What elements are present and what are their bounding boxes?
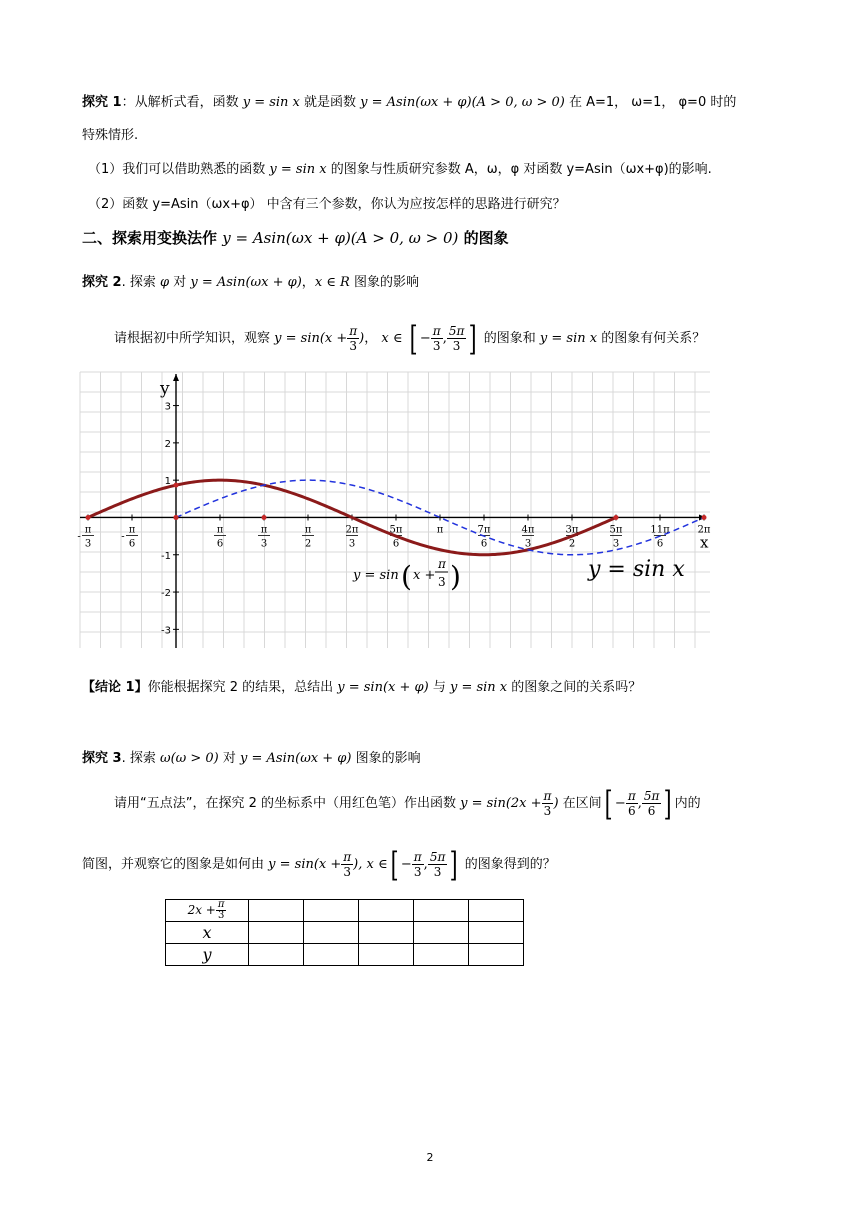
explore2-line xyxy=(82,273,419,293)
table-cell[interactable] xyxy=(359,900,414,922)
text: ， xyxy=(301,275,315,290)
x-tick-num: 3π xyxy=(565,524,579,536)
text: 你能根据探究 2 的结果，总结出 xyxy=(147,680,338,695)
series-label-x: x + xyxy=(413,568,436,583)
x-tick-num: π xyxy=(260,524,268,536)
minus-sign: − xyxy=(400,857,412,872)
formula: y = sin(x + xyxy=(274,331,348,346)
denominator: 6 xyxy=(647,804,656,818)
denominator: 3 xyxy=(433,865,442,879)
paren-open: ( xyxy=(401,560,412,593)
formula: x ∈ xyxy=(381,331,403,346)
fraction xyxy=(642,789,662,818)
table-cell[interactable] xyxy=(359,922,414,944)
explore2-label: 探究 2 xyxy=(82,275,122,290)
x-tick-num: 2π xyxy=(697,524,711,536)
x-tick-den: 6 xyxy=(480,538,488,550)
table-header-cell xyxy=(166,900,249,922)
x-tick-den: 2 xyxy=(568,538,576,550)
text: 就是函数 xyxy=(299,95,361,110)
formula: y = Asin(ωx + φ)(A > 0, ω > 0) xyxy=(360,95,565,110)
table-cell[interactable] xyxy=(359,944,414,966)
y-axis-arrow xyxy=(173,374,179,381)
text: 内的 xyxy=(674,796,701,811)
axis-point xyxy=(262,515,267,520)
minus-sign: − xyxy=(419,331,431,346)
table-cell[interactable] xyxy=(304,922,359,944)
x-tick-den: 3 xyxy=(348,538,356,550)
explore3-question xyxy=(114,785,701,823)
formula: ) xyxy=(553,796,559,811)
table-cell[interactable] xyxy=(414,922,469,944)
explore3-line xyxy=(82,749,421,769)
origin-point xyxy=(174,515,179,520)
series-label-den: 3 xyxy=(438,575,446,589)
y-axis-label: y xyxy=(160,379,170,399)
text: 请根据初中所学知识，观察 xyxy=(114,331,275,346)
text: 图象的影响 xyxy=(349,275,419,290)
text: 图象的影响 xyxy=(351,751,421,766)
x-tick-den: 3 xyxy=(84,538,92,550)
x-tick-num: 11π xyxy=(650,524,670,536)
fraction xyxy=(428,850,448,879)
x-tick-num: π xyxy=(304,524,312,536)
explore1-label: 探究 1 xyxy=(82,95,122,110)
table-cell[interactable] xyxy=(469,900,524,922)
table-row xyxy=(166,900,524,922)
text: 2x + xyxy=(187,903,216,917)
left-bracket: [ xyxy=(409,318,418,359)
minus-sign: − xyxy=(614,796,626,811)
table-cell[interactable] xyxy=(249,922,304,944)
conclusion-1 xyxy=(82,678,641,698)
x-tick-num: 2π xyxy=(345,524,359,536)
question-2: （2）函数 y=Asin（ωx+φ） 中含有三个参数，你认为应按怎样的思路进行研究？ xyxy=(88,197,566,212)
x-tick-minus: - xyxy=(121,531,125,543)
numerator: 5π xyxy=(448,324,465,338)
table-header-cell: y xyxy=(166,944,249,966)
explore3-label: 探究 3 xyxy=(82,751,122,766)
formula: φ xyxy=(159,275,170,290)
denominator: 3 xyxy=(413,865,422,879)
x-tick-den: 6 xyxy=(656,538,664,550)
x-tick-label xyxy=(121,524,138,549)
denominator: 3 xyxy=(349,339,358,353)
text: 简图，并观察它的图象是如何由 xyxy=(82,857,269,872)
x-tick-num: 5π xyxy=(609,524,623,536)
fraction xyxy=(431,324,443,353)
x-tick-label xyxy=(650,524,670,549)
formula: ), x ∈ xyxy=(353,857,388,872)
left-bracket: [ xyxy=(390,844,399,885)
x-tick-label xyxy=(610,524,623,549)
formula: ω(ω > 0) xyxy=(159,751,219,766)
y-tick-label: 1 xyxy=(164,476,171,488)
x-tick-num: 7π xyxy=(477,524,491,536)
fraction xyxy=(412,850,424,879)
text: ， xyxy=(364,331,382,346)
fraction xyxy=(626,789,638,818)
series-label-shifted-text: y = sin xyxy=(353,568,399,583)
text: 的图象有何关系？ xyxy=(597,331,706,346)
formula: y = Asin(ωx + φ)(A > 0, ω > 0) xyxy=(222,229,459,247)
table-cell[interactable] xyxy=(249,900,304,922)
text: 在 A=1， ω=1， φ=0 时的 xyxy=(564,95,737,110)
formula: y = sin x xyxy=(539,331,598,346)
x-tick-label xyxy=(346,524,359,549)
formula: y = sin(x + φ) xyxy=(337,680,429,695)
text: 与 xyxy=(428,680,450,695)
denominator: 3 xyxy=(343,865,352,879)
table-cell[interactable] xyxy=(304,944,359,966)
numerator: π xyxy=(432,324,441,338)
formula: y = Asin(ωx + φ) xyxy=(240,751,352,766)
x-tick-num: 4π xyxy=(521,524,535,536)
comma: , xyxy=(637,796,642,811)
right-bracket: ] xyxy=(664,783,673,824)
fraction xyxy=(341,850,353,879)
table-header-cell: x xyxy=(166,922,249,944)
table-row xyxy=(166,944,524,966)
formula: y = sin x xyxy=(242,95,300,110)
denominator: 3 xyxy=(432,339,441,353)
x-tick-den: 3 xyxy=(524,538,532,550)
text: 的图象得到的？ xyxy=(460,857,556,872)
text: . 探索 xyxy=(121,751,160,766)
table-cell[interactable] xyxy=(414,944,469,966)
text: ：从解析式看，函数 xyxy=(121,95,243,110)
formula: y = sin x xyxy=(269,162,327,177)
curve-endpoint xyxy=(702,515,707,520)
formula: y = sin(2x + xyxy=(460,796,542,811)
y-tick-label: 3 xyxy=(164,401,171,413)
text: 的图象之间的关系吗？ xyxy=(507,680,642,695)
x-tick-num: π xyxy=(436,524,444,536)
y-tick-label: -1 xyxy=(161,550,171,562)
numerator: 5π xyxy=(429,850,446,864)
denominator: 3 xyxy=(452,339,461,353)
curve-endpoint xyxy=(614,515,619,520)
x-axis-label: x xyxy=(700,533,709,552)
numerator: π xyxy=(627,789,636,803)
text: 的图象 xyxy=(458,229,509,247)
x-tick-label xyxy=(437,524,444,535)
denominator: 6 xyxy=(627,804,636,818)
y-tick-label: -3 xyxy=(161,625,171,637)
question-1 xyxy=(88,160,712,180)
paren-close: ) xyxy=(450,560,461,593)
series-label-sin: y = sin x xyxy=(588,557,685,582)
conclusion-label: 【结论 1】 xyxy=(82,680,148,695)
numerator: π xyxy=(343,850,352,864)
series-label-shifted xyxy=(352,557,461,593)
table-cell[interactable] xyxy=(469,944,524,966)
comma: , xyxy=(442,331,447,346)
series-label-num: π xyxy=(438,557,446,571)
formula: x ∈ R xyxy=(314,275,350,290)
x-tick-num: π xyxy=(84,524,92,536)
x-tick-label xyxy=(522,524,535,549)
curve-endpoint xyxy=(86,515,91,520)
x-tick-den: 2 xyxy=(304,538,312,550)
page-number: 2 xyxy=(426,1151,434,1164)
explore1-line2: 特殊情形. xyxy=(82,128,139,143)
denominator: 3 xyxy=(543,804,552,818)
left-bracket: [ xyxy=(604,783,613,824)
comma: , xyxy=(423,857,428,872)
y-intercept-point xyxy=(174,483,179,488)
numerator: 5π xyxy=(643,789,660,803)
x-tick-den: 6 xyxy=(128,538,136,550)
sine-graph xyxy=(77,372,711,648)
text: 请用“五点法”，在探究 2 的坐标系中（用红色笔）作出函数 xyxy=(114,796,461,811)
text: 对 xyxy=(218,751,241,766)
formula: y = sin(x + xyxy=(268,857,342,872)
x-tick-den: 3 xyxy=(260,538,268,550)
x-tick-minus: - xyxy=(77,531,81,543)
x-tick-num: π xyxy=(128,524,136,536)
text: 的图象与性质研究参数 A，ω，φ 对函数 y=Asin（ωx+φ)的影响. xyxy=(326,162,712,177)
axes xyxy=(80,374,706,648)
numerator: π xyxy=(543,789,552,803)
y-tick-label: -2 xyxy=(161,588,171,600)
fraction xyxy=(447,324,467,353)
text: 二、探索用变换法作 xyxy=(82,229,223,247)
y-tick-label: 2 xyxy=(164,438,171,450)
text: （1）我们可以借助熟悉的函数 xyxy=(88,162,270,177)
text: 对 xyxy=(169,275,191,290)
fraction xyxy=(216,900,227,921)
fraction-pi-3 xyxy=(347,324,359,353)
formula: y = Asin(ωx + φ) xyxy=(190,275,302,290)
numerator: π xyxy=(349,324,358,338)
text: . 探索 xyxy=(121,275,160,290)
x-tick-num: 5π xyxy=(389,524,403,536)
table-cell[interactable] xyxy=(304,900,359,922)
table-row xyxy=(166,922,524,944)
five-point-table xyxy=(165,899,524,966)
x-tick-den: 6 xyxy=(216,538,224,550)
right-bracket: ] xyxy=(469,318,477,359)
numerator: π xyxy=(413,850,422,864)
section-heading xyxy=(82,228,509,248)
formula: ) xyxy=(359,331,365,346)
x-tick-label xyxy=(214,524,226,549)
x-tick-label xyxy=(302,524,314,549)
table-cell[interactable] xyxy=(414,900,469,922)
numerator: π xyxy=(217,899,225,910)
explore2-question xyxy=(114,320,705,358)
explore1-line1 xyxy=(82,93,736,113)
table-cell[interactable] xyxy=(469,922,524,944)
x-tick-den: 3 xyxy=(612,538,620,550)
table-cell[interactable] xyxy=(249,944,304,966)
text: 的图象和 xyxy=(479,331,540,346)
fraction xyxy=(542,789,554,818)
text: 在区间 xyxy=(558,796,602,811)
grid xyxy=(80,372,710,648)
denominator: 3 xyxy=(217,910,225,921)
right-bracket: ] xyxy=(449,844,458,885)
x-tick-den: 6 xyxy=(392,538,400,550)
x-tick-num: π xyxy=(216,524,224,536)
explore3-question-2 xyxy=(82,846,556,884)
formula: y = sin x xyxy=(449,680,508,695)
